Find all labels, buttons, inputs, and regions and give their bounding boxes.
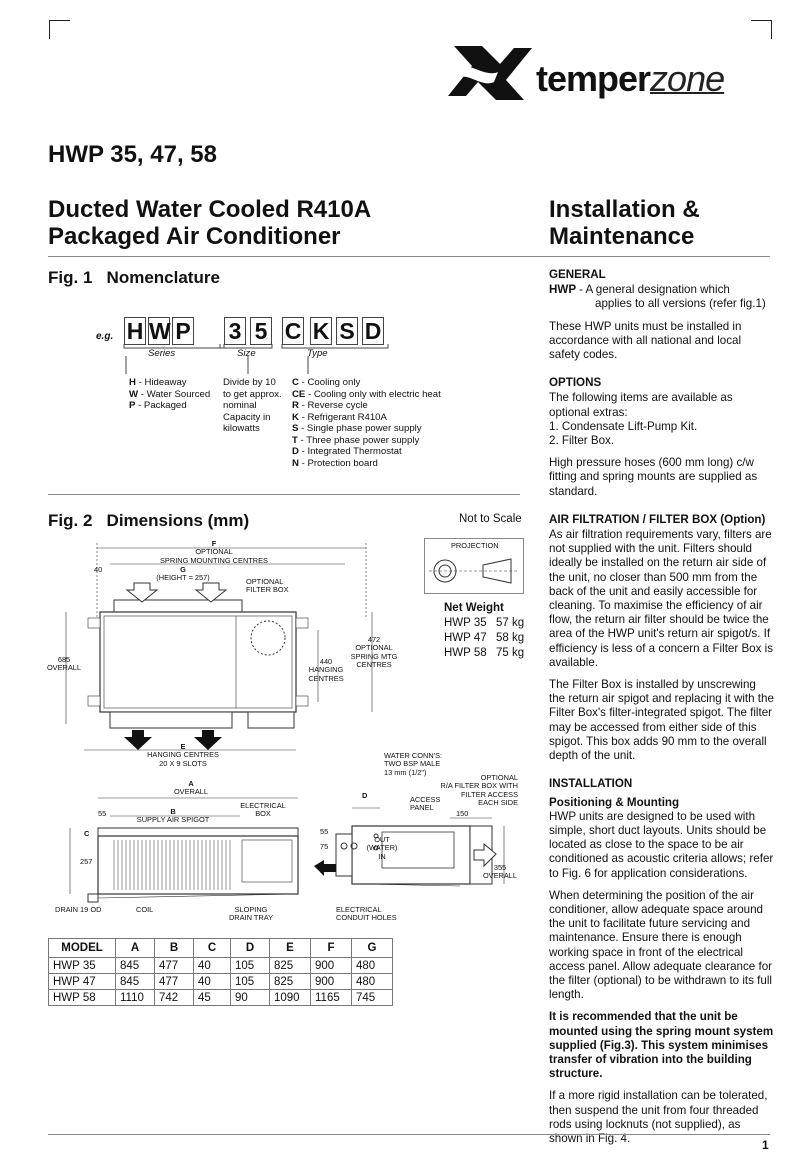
type-item: K - Refrigerant R410A: [292, 411, 387, 423]
list-item: 1. Condensate Lift-Pump Kit.: [549, 419, 698, 433]
code-char-d: D: [362, 317, 384, 345]
type-item: N - Protection board: [292, 457, 378, 469]
positioning-heading: Positioning & Mounting: [549, 795, 680, 809]
table-row: HWP 58 1110 742 45 90 1090 1165 745: [49, 990, 393, 1006]
type-label: Type: [307, 348, 328, 359]
table-row: HWP 35 845 477 40 105 825 900 480: [49, 958, 393, 974]
electrical-box-label: ELECTRICAL BOX: [240, 801, 286, 819]
size-description: Divide by 10 to get approx. nominal Capacity in kilowatts: [223, 377, 282, 434]
dim-685: 685 OVERALL: [46, 655, 82, 673]
product-title: [48, 196, 371, 250]
positioning-paragraph-1: HWP units are designed to be used with simple, short duct layouts. Units should be located as close to the space to be air conditioned as acoustic criteria allows; refer to Fig. 6 for application considerations.: [549, 809, 774, 880]
options-paragraph-2: High pressure hoses (600 mm long) c/w fitting and spring mounts are supplied as standard.: [549, 456, 758, 498]
header-rule: [48, 256, 770, 257]
type-item: T - Three phase power supply: [292, 434, 420, 446]
dim-b: B SUPPLY AIR SPIGOT: [136, 807, 210, 825]
code-char-p: P: [172, 317, 194, 345]
dim-a: A OVERALL: [173, 779, 209, 797]
net-weight: [444, 601, 524, 661]
frame-corner-top-left: [49, 20, 70, 39]
positioning-paragraph-2: When determining the position of the air conditioner, allow adequate space around the unit to facilitate future servicing and maintenance. Ensure there is enough working space in front of the electrical access panel. Allow adequate clearance for the filter (optional) to be withdrawn to its full length.: [549, 888, 772, 1002]
net-weight-row: HWP 35 57 kg: [444, 617, 525, 629]
table-row: HWP 47 845 477 40 105 825 900 480: [49, 974, 393, 990]
page-number: 1: [762, 1138, 769, 1152]
list-item: 2. Filter Box.: [549, 434, 615, 448]
drain-label: DRAIN 19 OD: [55, 905, 102, 914]
options-list: [549, 420, 775, 448]
code-char-s: S: [336, 317, 358, 345]
dim-472: 472 OPTIONAL SPRING MTG CENTRES: [350, 635, 398, 670]
fig2-title: Fig. 2 Dimensions (mm): [48, 511, 250, 530]
dim-55: 55: [98, 809, 107, 818]
model-title: HWP 35, 47, 58: [48, 141, 217, 168]
access-panel-label: ACCESS PANEL: [410, 795, 441, 813]
dim-side-55: 55: [320, 827, 329, 836]
general-paragraph: These HWP units must be installed in accordance with all national and local safety codes.: [549, 319, 742, 362]
scale-note: Not to Scale: [459, 513, 522, 525]
positioning-bold-paragraph: It is recommended that the unit be mounted using the spring mount system supplied (Fig.3). This system minimises transfer of vibration into the building structure.: [549, 1010, 774, 1081]
size-label: Size: [237, 348, 256, 359]
dim-150: 150: [456, 809, 469, 818]
code-char-5: 5: [250, 317, 272, 345]
filter-box-label: OPTIONAL FILTER BOX: [246, 577, 289, 595]
table-header-row: MODEL A B C D E F G: [49, 939, 393, 958]
projection-label: PROJECTION: [451, 541, 499, 550]
type-item: R - Reverse cycle: [292, 400, 368, 411]
series-item: P - Packaged: [129, 400, 187, 411]
doc-type-title: [549, 196, 700, 250]
dim-257: 257: [80, 857, 93, 866]
dim-d: D: [362, 791, 368, 800]
dim-c: C: [84, 829, 90, 838]
fig-divider: [48, 494, 520, 495]
drain-tray-label: SLOPING DRAIN TRAY: [228, 905, 274, 923]
type-list: [292, 377, 462, 469]
conduit-label: ELECTRICAL CONDUIT HOLES: [336, 905, 397, 923]
air-filtration-paragraph-1: As air filtration requirements vary, filters are not supplied with the unit. Filters should ideally be installed on the return air side of the unit, no closer than 500 mm from the back of the unit and easily accessible for cleaning. To maximise the efficiency of air flow, the return air filter should be twice the area of the HWP unit's return air spigot/s. If efficiency is less of a concern a Filter Box is available.: [549, 528, 774, 669]
eg-label: e.g.: [96, 331, 114, 342]
dim-side-75: 75: [320, 842, 329, 851]
dim-40: 40: [94, 565, 103, 574]
type-item: D - Integrated Thermostat: [292, 446, 402, 457]
series-label: Series: [148, 348, 176, 359]
net-weight-row: HWP 58 75 kg: [444, 647, 525, 659]
net-weight-row: HWP 47 58 kg: [444, 632, 525, 644]
coil-label: COIL: [136, 905, 154, 914]
logo-text-temper: temper: [536, 58, 651, 99]
type-item: S - Single phase power supply: [292, 423, 422, 434]
fig1-title: Fig. 1 Nomenclature: [48, 268, 220, 287]
type-item: C - Cooling only: [292, 377, 361, 388]
general-heading: GENERAL: [549, 268, 606, 281]
footer-rule: [48, 1134, 770, 1135]
code-char-w: W: [149, 318, 171, 344]
dim-355: 355 OVERALL: [482, 863, 518, 881]
series-item: H - Hideaway: [129, 377, 187, 388]
product-title-line2: Packaged Air Conditioner: [48, 223, 341, 250]
frame-corner-top-right: [751, 20, 772, 39]
dim-440: 440 HANGING CENTRES: [308, 657, 344, 683]
filter-box-side-label: OPTIONAL R/A FILTER BOX WITH FILTER ACCESS EACH SIDE: [440, 773, 518, 808]
right-column: [549, 268, 775, 1154]
positioning-paragraph-3: If a more rigid installation can be tolerated, then suspend the unit from four threaded rods using locknuts (not supplied), as shown in Fig. 4.: [549, 1089, 768, 1145]
net-weight-title: Net Weight: [444, 602, 504, 614]
product-title-line1: Ducted Water Cooled R410A: [48, 196, 372, 223]
dimensions-table: [48, 938, 393, 1006]
code-char-k: K: [310, 317, 332, 345]
dim-f: F OPTIONAL SPRING MOUNTING CENTRES: [160, 539, 268, 565]
air-filtration-heading: AIR FILTRATION / FILTER BOX (Option): [549, 512, 766, 526]
code-char-3: 3: [224, 317, 246, 345]
dim-e: E HANGING CENTRES 20 X 9 SLOTS: [147, 742, 219, 768]
type-item: CE - Cooling only with electric heat: [292, 388, 441, 400]
doc-type-line2: Maintenance: [549, 223, 695, 250]
projection-symbol: [424, 538, 524, 594]
logo-text-zone: zone: [650, 58, 725, 99]
doc-type-line1: Installation &: [549, 196, 700, 223]
projection-icon: [425, 539, 523, 593]
series-list: [129, 377, 224, 412]
temperzone-logo: [442, 38, 772, 110]
water-io-label: OUT (WATER) IN: [366, 835, 398, 861]
series-item: W - Water Sourced: [129, 388, 211, 400]
air-filtration-paragraph-2: The Filter Box is installed by unscrewing the return air spigot and replacing it with the Filter Box's filter-integrated spigot. The filter may be accessed from either side of this spigot. This box adds 90 mm to the overall depth of the unit.: [549, 678, 774, 763]
options-paragraph: The following items are available as optional extras:: [549, 391, 733, 419]
water-connections-label: WATER CONN'S: TWO BSP MALE 13 mm (1/2"): [384, 751, 443, 777]
general-definition: HWP - A general designation which applies to all versions (refer fig.1): [549, 283, 766, 311]
dim-g: G (HEIGHT = 257): [156, 565, 210, 583]
options-heading: OPTIONS: [549, 376, 602, 390]
installation-heading: INSTALLATION: [549, 777, 633, 791]
code-char-c: C: [282, 317, 304, 345]
code-char-h: H: [124, 317, 146, 345]
